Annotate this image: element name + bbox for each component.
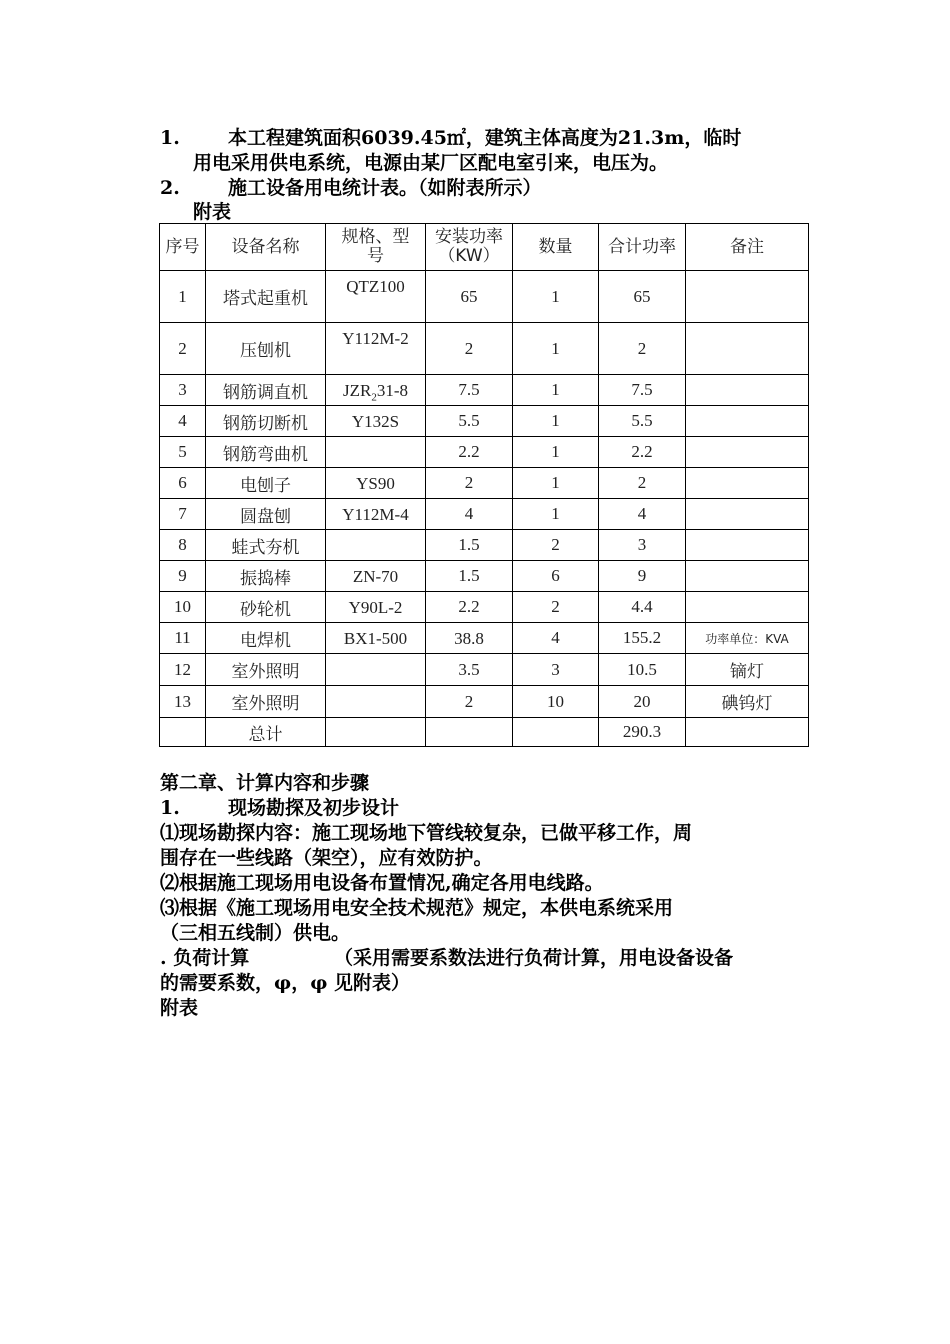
cell-power: 2 xyxy=(426,686,513,718)
cell-model: Y112M-4 xyxy=(326,499,426,530)
table-row xyxy=(160,592,809,623)
cell-total: 2 xyxy=(599,468,686,499)
table-row xyxy=(160,654,809,686)
cell-total: 2 xyxy=(599,323,686,375)
cell-name: 蛙式夯机 xyxy=(206,530,326,561)
chapter2-para-4-line-2: 的需要系数，φ，φ 见附表） xyxy=(160,972,410,994)
cell-qty: 1 xyxy=(513,437,599,468)
cell-total-label: 总计 xyxy=(206,718,326,747)
cell-total: 20 xyxy=(599,686,686,718)
cell-qty: 10 xyxy=(513,686,599,718)
header-note: 备注 xyxy=(686,224,809,271)
cell-power: 7.5 xyxy=(426,375,513,406)
cell-power: 3.5 xyxy=(426,654,513,686)
cell-no: 13 xyxy=(160,686,206,718)
load-calc-heading: . 负荷计算 xyxy=(160,947,250,969)
cell-name: 电焊机 xyxy=(206,623,326,654)
header-name: 设备名称 xyxy=(206,224,326,271)
cell-qty: 1 xyxy=(513,271,599,323)
cell-qty xyxy=(513,718,599,747)
cell-model xyxy=(326,437,426,468)
cell-model xyxy=(326,686,426,718)
cell-model: QTZ100 xyxy=(326,271,426,323)
model-prefix: JZR xyxy=(342,381,372,400)
cell-power: 5.5 xyxy=(426,406,513,437)
table-row xyxy=(160,499,809,530)
load-calc-description: （采用需要系数法进行负荷计算，用电设备设备 xyxy=(334,947,734,969)
intro-item-2-number: 2. xyxy=(160,177,180,199)
cell-total: 9 xyxy=(599,561,686,592)
cell-model: BX1-500 xyxy=(326,623,426,654)
cell-power: 1.5 xyxy=(426,530,513,561)
cell-name: 室外照明 xyxy=(206,686,326,718)
cell-note xyxy=(686,271,809,323)
header-power: 安装功率（KW） xyxy=(426,224,513,271)
cell-no: 7 xyxy=(160,499,206,530)
cell-name: 振捣棒 xyxy=(206,561,326,592)
cell-power: 2.2 xyxy=(426,592,513,623)
cell-power: 2 xyxy=(426,323,513,375)
cell-qty: 1 xyxy=(513,468,599,499)
cell-power: 38.8 xyxy=(426,623,513,654)
cell-qty: 1 xyxy=(513,499,599,530)
cell-no: 11 xyxy=(160,623,206,654)
table-row xyxy=(160,437,809,468)
cell-qty: 1 xyxy=(513,323,599,375)
cell-total: 3 xyxy=(599,530,686,561)
chapter2-para-3-line-1: ⑶根据《施工现场用电安全技术规范》规定，本供电系统采用 xyxy=(160,897,674,919)
cell-no: 6 xyxy=(160,468,206,499)
header-qty: 数量 xyxy=(513,224,599,271)
table-header-row xyxy=(160,224,809,271)
chapter2-para-4-line-1 xyxy=(160,946,808,970)
table-caption: 附表 xyxy=(193,201,232,223)
cell-note xyxy=(686,718,809,747)
header-no: 序号 xyxy=(160,224,206,271)
cell-total: 2.2 xyxy=(599,437,686,468)
cell-qty: 4 xyxy=(513,623,599,654)
cell-name: 室外照明 xyxy=(206,654,326,686)
cell-note: 功率单位：KVA xyxy=(686,623,809,654)
header-total: 合计功率 xyxy=(599,224,686,271)
cell-total: 5.5 xyxy=(599,406,686,437)
intro-item-2-line xyxy=(160,176,808,200)
cell-note xyxy=(686,592,809,623)
chapter2-table-caption: 附表 xyxy=(160,997,199,1019)
table-total-row xyxy=(160,718,809,747)
cell-note xyxy=(686,375,809,406)
cell-model xyxy=(326,530,426,561)
cell-name: 电刨子 xyxy=(206,468,326,499)
cell-qty: 1 xyxy=(513,406,599,437)
cell-model xyxy=(326,718,426,747)
intro-item-1-number: 1. xyxy=(160,127,180,149)
cell-power: 2 xyxy=(426,468,513,499)
cell-note xyxy=(686,561,809,592)
cell-model xyxy=(326,375,426,406)
cell-no: 9 xyxy=(160,561,206,592)
chapter2-para-1-line-1: ⑴现场勘探内容：施工现场地下管线较复杂，已做平移工作，周 xyxy=(160,822,693,844)
chapter2-item-1-text: 现场勘探及初步设计 xyxy=(228,797,400,819)
cell-qty: 1 xyxy=(513,375,599,406)
intro-item-1-line-1 xyxy=(160,126,808,150)
chapter2-title: 第二章、计算内容和步骤 xyxy=(160,772,370,794)
cell-no: 4 xyxy=(160,406,206,437)
cell-note xyxy=(686,437,809,468)
chapter2-para-2: ⑵根据施工现场用电设备布置情况,确定各用电线路。 xyxy=(160,872,604,894)
cell-qty: 3 xyxy=(513,654,599,686)
intro-item-1-line-2: 用电采用供电系统，电源由某厂区配电室引来，电压为。 xyxy=(193,152,669,174)
cell-no xyxy=(160,718,206,747)
table-row xyxy=(160,686,809,718)
cell-no: 8 xyxy=(160,530,206,561)
table-row xyxy=(160,375,809,406)
header-model: 规格、型号 xyxy=(326,224,426,271)
cell-name: 钢筋调直机 xyxy=(206,375,326,406)
chapter2-item-1-number: 1. xyxy=(160,797,180,819)
table-row xyxy=(160,406,809,437)
intro-item-1-text: 本工程建筑面积6039.45㎡，建筑主体高度为21.3m，临时 xyxy=(228,127,742,149)
cell-model: YS90 xyxy=(326,468,426,499)
cell-power: 2.2 xyxy=(426,437,513,468)
cell-no: 1 xyxy=(160,271,206,323)
cell-grand-total: 290.3 xyxy=(599,718,686,747)
cell-name: 钢筋切断机 xyxy=(206,406,326,437)
cell-total: 65 xyxy=(599,271,686,323)
intro-item-2-text: 施工设备用电统计表。（如附表所示） xyxy=(228,177,542,199)
cell-model: Y132S xyxy=(326,406,426,437)
cell-total: 10.5 xyxy=(599,654,686,686)
cell-name: 砂轮机 xyxy=(206,592,326,623)
chapter2-para-1-line-2: 围存在一些线路（架空），应有效防护。 xyxy=(160,847,493,869)
cell-total: 4 xyxy=(599,499,686,530)
cell-power: 65 xyxy=(426,271,513,323)
cell-no: 2 xyxy=(160,323,206,375)
cell-name: 圆盘刨 xyxy=(206,499,326,530)
table-row xyxy=(160,271,809,323)
cell-total: 7.5 xyxy=(599,375,686,406)
cell-note xyxy=(686,499,809,530)
cell-model: Y112M-2 xyxy=(326,323,426,375)
cell-no: 3 xyxy=(160,375,206,406)
table-row xyxy=(160,530,809,561)
table-row xyxy=(160,623,809,654)
cell-model xyxy=(326,654,426,686)
cell-power xyxy=(426,718,513,747)
cell-qty: 2 xyxy=(513,592,599,623)
chapter2-para-3-line-2: （三相五线制）供电。 xyxy=(160,922,351,944)
table-row xyxy=(160,561,809,592)
cell-power: 4 xyxy=(426,499,513,530)
cell-power: 1.5 xyxy=(426,561,513,592)
cell-no: 5 xyxy=(160,437,206,468)
table-row xyxy=(160,468,809,499)
cell-name: 钢筋弯曲机 xyxy=(206,437,326,468)
cell-qty: 2 xyxy=(513,530,599,561)
cell-name: 压刨机 xyxy=(206,323,326,375)
model-suffix: 31-8 xyxy=(376,381,408,400)
table-row xyxy=(160,323,809,375)
cell-note: 碘钨灯 xyxy=(686,686,809,718)
cell-model: ZN-70 xyxy=(326,561,426,592)
cell-note xyxy=(686,468,809,499)
cell-total: 155.2 xyxy=(599,623,686,654)
cell-no: 12 xyxy=(160,654,206,686)
chapter2-item-1 xyxy=(160,796,808,820)
cell-note: 镝灯 xyxy=(686,654,809,686)
cell-total: 4.4 xyxy=(599,592,686,623)
cell-no: 10 xyxy=(160,592,206,623)
cell-note xyxy=(686,530,809,561)
cell-qty: 6 xyxy=(513,561,599,592)
cell-name: 塔式起重机 xyxy=(206,271,326,323)
cell-model: Y90L-2 xyxy=(326,592,426,623)
cell-note xyxy=(686,323,809,375)
model-subscript: 2 xyxy=(371,391,377,404)
equipment-power-table xyxy=(159,223,809,747)
cell-note xyxy=(686,406,809,437)
